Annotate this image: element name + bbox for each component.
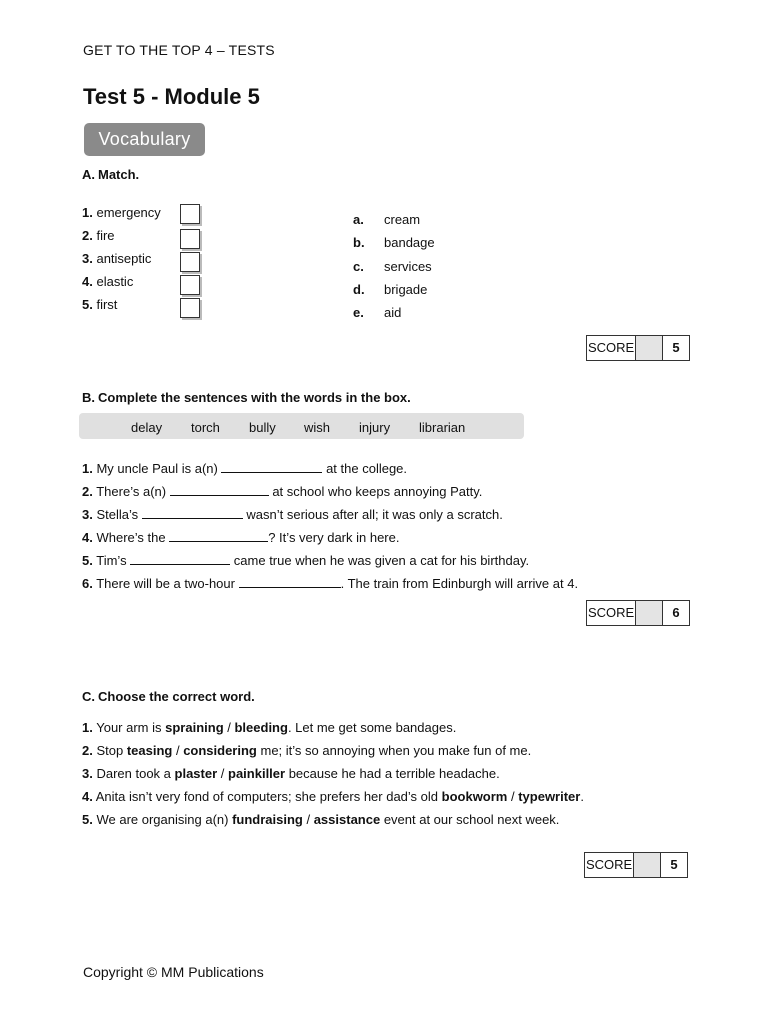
match-left-item: [82, 297, 117, 312]
sentence-text: at school who keeps annoying Patty.: [268, 484, 483, 499]
option-separator: /: [223, 720, 235, 735]
sentence-text: Your arm is: [96, 720, 166, 735]
item-number: 1.: [82, 461, 93, 476]
score-box-a: [586, 335, 690, 361]
score-entry-field[interactable]: [636, 601, 663, 625]
item-letter: d.: [353, 282, 365, 297]
sentence-text: Stella’s: [96, 507, 142, 522]
sentence-b2: [82, 482, 482, 499]
item-number: 5.: [82, 297, 93, 312]
match-left-item: [82, 228, 115, 243]
item-letter: e.: [353, 305, 364, 320]
score-entry-field[interactable]: [636, 336, 663, 360]
word-box-item: injury: [359, 420, 391, 435]
sentence-text: Tim’s: [96, 553, 131, 568]
item-number: 5.: [82, 812, 93, 827]
section-b-heading: [82, 390, 411, 405]
item-text: aid: [384, 305, 402, 320]
sentence-c3: [82, 766, 500, 781]
item-number: 2.: [82, 228, 93, 243]
sentence-text: My uncle Paul is a(n): [96, 461, 222, 476]
sentence-text: me; it’s so annoying when you make fun of me.: [256, 743, 532, 758]
answer-blank[interactable]: [142, 505, 243, 519]
answer-checkbox-4[interactable]: [180, 275, 200, 295]
answer-blank[interactable]: [169, 528, 268, 542]
sentence-text: Where’s the: [96, 530, 170, 545]
option-1[interactable]: spraining: [165, 720, 224, 735]
option-2[interactable]: painkiller: [228, 766, 286, 781]
section-instruction: Choose the correct word.: [98, 689, 255, 704]
item-number: 3.: [82, 766, 93, 781]
item-number: 3.: [82, 251, 93, 266]
item-number: 3.: [82, 507, 93, 522]
item-text: services: [384, 259, 432, 274]
answer-checkbox-1[interactable]: [180, 204, 200, 224]
sentence-text: There’s a(n): [96, 484, 170, 499]
option-2[interactable]: typewriter: [518, 789, 581, 804]
item-letter: c.: [353, 259, 364, 274]
item-number: 4.: [82, 789, 93, 804]
sentence-text: There will be a two-hour: [96, 576, 239, 591]
sentence-b5: [82, 551, 529, 568]
sentence-text: We are organising a(n): [96, 812, 233, 827]
sentence-text: event at our school next week.: [380, 812, 560, 827]
item-text: antiseptic: [96, 251, 152, 266]
sentence-text: .: [580, 789, 584, 804]
match-right-item: [353, 305, 401, 320]
score-label: SCORE: [587, 336, 636, 360]
word-box-item: bully: [249, 420, 276, 435]
answer-blank[interactable]: [170, 482, 269, 496]
sentence-text: Daren took a: [96, 766, 175, 781]
answer-checkbox-5[interactable]: [180, 298, 200, 318]
answer-blank[interactable]: [130, 551, 230, 565]
match-left-item: [82, 274, 133, 289]
option-1[interactable]: fundraising: [232, 812, 303, 827]
sentence-text: because he had a terrible headache.: [285, 766, 500, 781]
word-box-item: torch: [191, 420, 220, 435]
sentence-text: Stop: [96, 743, 127, 758]
answer-blank[interactable]: [239, 574, 341, 588]
match-right-item: [353, 212, 420, 227]
item-number: 2.: [82, 743, 93, 758]
sentence-b1: [82, 459, 407, 476]
option-2[interactable]: considering: [183, 743, 257, 758]
sentence-text: Anita isn’t very fond of computers; she prefers her dad’s old: [95, 789, 442, 804]
item-number: 1.: [82, 720, 93, 735]
option-separator: /: [302, 812, 314, 827]
answer-checkbox-3[interactable]: [180, 252, 200, 272]
item-text: brigade: [384, 282, 428, 297]
item-number: 4.: [82, 530, 93, 545]
item-text: emergency: [96, 205, 161, 220]
vocabulary-tab: Vocabulary: [84, 123, 205, 156]
match-right-item: [353, 235, 435, 250]
sentence-text: came true when he was given a cat for his birthday.: [230, 553, 530, 568]
sentence-b6: [82, 574, 578, 591]
match-right-item: [353, 259, 432, 274]
page-title: Test 5 - Module 5: [83, 84, 260, 109]
option-separator: /: [172, 743, 184, 758]
score-max: 6: [672, 605, 680, 620]
option-2[interactable]: assistance: [313, 812, 381, 827]
score-label: SCORE: [585, 853, 634, 877]
section-c-heading: [82, 689, 255, 704]
item-number: 1.: [82, 205, 93, 220]
item-number: 4.: [82, 274, 93, 289]
answer-blank[interactable]: [221, 459, 322, 473]
score-entry-field[interactable]: [634, 853, 661, 877]
section-a-heading: [82, 167, 139, 182]
sentence-text: at the college.: [322, 461, 408, 476]
score-max: 5: [672, 340, 680, 355]
item-number: 2.: [82, 484, 93, 499]
sentence-text: . Let me get some bandages.: [287, 720, 457, 735]
option-1[interactable]: teasing: [126, 743, 173, 758]
section-instruction: Complete the sentences with the words in the box.: [98, 390, 411, 405]
item-number: 6.: [82, 576, 93, 591]
item-letter: b.: [353, 235, 365, 250]
item-text: cream: [384, 212, 421, 227]
score-max: 5: [670, 857, 678, 872]
sentence-text: ? It’s very dark in here.: [268, 530, 400, 545]
score-label: SCORE: [587, 601, 636, 625]
option-2[interactable]: bleeding: [234, 720, 288, 735]
page-header: GET TO THE TOP 4 – TESTS: [83, 42, 275, 58]
option-1[interactable]: plaster: [174, 766, 218, 781]
score-box-c: [584, 852, 688, 878]
sentence-b4: [82, 528, 399, 545]
item-letter: a.: [353, 212, 364, 227]
sentence-text: wasn’t serious after all; it was only a scratch.: [242, 507, 503, 522]
item-text: first: [96, 297, 118, 312]
sentence-c4: [82, 789, 584, 804]
copyright-footer: Copyright © MM Publications: [83, 964, 264, 980]
match-right-item: [353, 282, 427, 297]
sentence-b3: [82, 505, 503, 522]
sentence-c2: [82, 743, 531, 758]
section-letter: B.: [82, 390, 95, 405]
sentence-c5: [82, 812, 559, 827]
item-number: 5.: [82, 553, 93, 568]
answer-checkbox-2[interactable]: [180, 229, 200, 249]
item-text: bandage: [384, 235, 435, 250]
option-separator: /: [217, 766, 228, 781]
score-box-b: [586, 600, 690, 626]
sentence-text: . The train from Edinburgh will arrive at 4.: [340, 576, 579, 591]
option-separator: /: [507, 789, 519, 804]
sentence-c1: [82, 720, 456, 735]
match-left-item: [82, 251, 151, 266]
word-box-item: delay: [131, 420, 163, 435]
item-text: elastic: [96, 274, 134, 289]
item-text: fire: [96, 228, 115, 243]
section-letter: A.: [82, 167, 95, 182]
section-letter: C.: [82, 689, 95, 704]
word-box-item: librarian: [419, 420, 466, 435]
word-box: [79, 413, 524, 439]
match-left-item: [82, 205, 161, 220]
section-instruction: Match.: [98, 167, 140, 182]
option-1[interactable]: bookworm: [441, 789, 508, 804]
word-box-item: wish: [304, 420, 331, 435]
